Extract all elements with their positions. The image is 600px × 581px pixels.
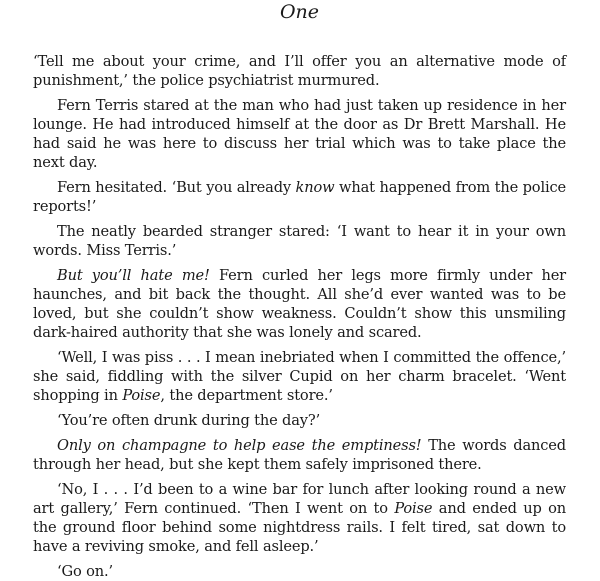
paragraph <box>33 52 566 90</box>
text-run: ‘You’re often drunk during the day?’ <box>57 412 321 429</box>
chapter-body <box>33 52 566 581</box>
paragraph <box>33 222 566 260</box>
chapter-title: One <box>279 1 320 23</box>
text-run: ‘Tell me about your crime, and I’ll offer you an alternative mode of punishment,’ the police psychiatrist murmured. <box>33 53 566 89</box>
paragraph <box>33 266 566 342</box>
paragraph <box>33 480 566 556</box>
text-run: ‘Go on.’ <box>57 563 113 580</box>
paragraph <box>33 411 566 430</box>
text-run: Fern Terris stared at the man who had just taken up residence in her lounge. He had introduced himself at the door as Dr Brett Marshall. He had said he was here to discuss her trial which was to take place the next day. <box>33 97 566 171</box>
paragraph <box>33 562 566 581</box>
italic-text: Only on champagne to help ease the emptiness! <box>57 437 422 454</box>
text-run: what happened from the police reports!’ <box>33 179 566 215</box>
paragraph <box>33 178 566 216</box>
italic-text: But you’ll hate me! <box>57 267 210 284</box>
italic-text: Poise <box>122 387 161 404</box>
text-run: The neatly bearded stranger stared: ‘I want to hear it in your own words. Miss Terris.’ <box>33 223 566 259</box>
paragraph <box>33 436 566 474</box>
text-run: The words danced through her head, but she kept them safely imprisoned there. <box>33 437 566 473</box>
text-run: Fern curled her legs more firmly under her haunches, and bit back the thought. All she’d ever wanted was to be loved, but she couldn’t show weakness. Couldn’t show this unsmiling dark-haired authority that she was lonely and scared. <box>33 267 567 341</box>
paragraph <box>33 348 566 405</box>
text-run: , the department store.’ <box>160 387 333 404</box>
text-run: Fern hesitated. ‘But you already <box>57 179 296 196</box>
italic-text: know <box>295 179 335 196</box>
paragraph <box>33 96 566 172</box>
italic-text: Poise <box>394 500 433 517</box>
text-run: ‘No, I . . . I’d been to a wine bar for lunch after looking round a new art gallery,’ Fern continued. ‘Then I went on to <box>33 481 566 517</box>
text-run: and ended up on the ground floor behind some nightdress rails. I felt tired, sat down to have a reviving smoke, and fell asleep.’ <box>33 500 566 555</box>
text-run: ‘Well, I was piss . . . I mean inebriated when I committed the offence,’ she said, fiddling with the silver Cupid on her charm bracelet. ‘Went shopping in <box>33 349 566 404</box>
